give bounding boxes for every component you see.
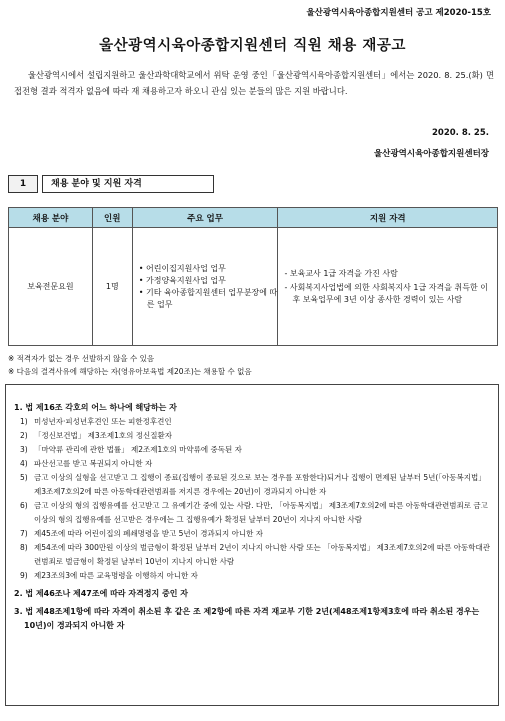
item-text: 제23조의3에 따른 교육명령을 이행하지 아니한 자 — [34, 571, 198, 580]
item-number: 7) — [20, 529, 28, 538]
note-disqualification: ※ 다음의 결격사유에 해당하는 자(영유아보육법 제20조)는 채용할 수 없음 — [8, 367, 252, 376]
list-item — [14, 541, 490, 569]
list-item — [14, 415, 490, 429]
item-number: 2) — [20, 431, 28, 440]
cell-count: 1명 — [92, 228, 132, 346]
list-item: - 보육교사 1급 자격을 가진 사람 — [284, 268, 398, 278]
item-number: 8) — [20, 543, 28, 552]
group-title: 2. 법 제46조나 제47조에 따라 자격정지 중인 자 — [14, 589, 189, 598]
list-item: • 기타 육아종합지원센터 업무분장에 따른 업무 — [138, 287, 278, 309]
cell-qualifications — [278, 228, 498, 346]
list-item — [14, 457, 490, 471]
list-item: - 사회복지사업법에 의한 사회복지사 1급 자격을 취득한 이후 보육업무에 3년 이상 종사한 경력이 있는 사람 — [284, 282, 488, 304]
table-header-row — [9, 208, 498, 228]
item-text: 「마약류 관리에 관한 법률」 제2조제1호의 마약류에 중독된 자 — [34, 445, 242, 454]
cell-duties — [132, 228, 278, 346]
list-item — [14, 569, 490, 583]
intro-paragraph: 울산광역시에서 설립지원하고 울산과학대학교에서 위탁 운영 중인「울산광역시육아종합지원센터」에서는 2020. 8. 25.(화) 면접전형 결과 적격자 없음에 따라 재 채용하고자 하오니 관심 있는 분들의 많은 지원 바랍니다. — [14, 70, 494, 96]
item-number: 9) — [20, 571, 28, 580]
item-text: 금고 이상의 형의 집행유예를 선고받고 그 유예기간 중에 있는 사람. 다만, 「아동복지법」 제3조제7호의2에 따른 아동학대관련범죄로 금고 이상의 형의 집행유예를 선고받은 경우에는 그 집행유예가 확정된 날부터 20년이 지나지 아니한 사람 — [34, 501, 488, 524]
section-number: 1 — [8, 175, 38, 193]
page-title: 울산광역시육아종합지원센터 직원 채용 재공고 — [99, 38, 406, 54]
item-number: 1) — [20, 417, 28, 426]
disqualification-items — [14, 415, 490, 583]
header-qualifications: 지원 자격 — [278, 208, 498, 228]
list-item — [14, 443, 490, 457]
document-number: 울산광역시육아종합지원센터 공고 제2020-15호 — [306, 8, 491, 18]
announcement-date: 2020. 8. 25. — [431, 128, 489, 138]
table-row — [9, 228, 498, 346]
item-text: 제45조에 따라 어린이집의 폐쇄명령을 받고 5년이 경과되지 아니한 자 — [34, 529, 264, 538]
item-number: 3) — [20, 445, 28, 454]
section-title: 채용 분야 및 지원 자격 — [42, 175, 214, 193]
list-item — [14, 499, 490, 527]
item-text: 미성년자·피성년후견인 또는 피한정후견인 — [34, 417, 172, 426]
header-field: 채용 분야 — [9, 208, 93, 228]
cell-field: 보육전문요원 — [9, 228, 93, 346]
item-number: 5) — [20, 473, 28, 482]
item-number: 6) — [20, 501, 28, 510]
item-number: 4) — [20, 459, 28, 468]
item-text: 파산선고를 받고 복권되지 아니한 자 — [34, 459, 153, 468]
list-item — [14, 471, 490, 499]
note-no-qualified: ※ 적격자가 없는 경우 선발하지 않을 수 있음 — [8, 354, 155, 363]
list-item: • 어린이집지원사업 업무 — [138, 263, 226, 273]
list-item — [14, 527, 490, 541]
recruitment-table — [8, 207, 498, 346]
item-text: 금고 이상의 실형을 선고받고 그 집행이 종료(집행이 종료된 것으로 보는 경우를 포함한다)되거나 집행이 면제된 날부터 5년(「아동복지법」 제3조제7호의2에 따른 아동학대관련범죄를 저지른 경우에는 20년)이 경과되지 아니한 자 — [34, 473, 486, 496]
qualification-list — [278, 268, 497, 306]
item-text: 「정신보건법」 제3조제1호의 정신질환자 — [34, 431, 172, 440]
organization-name: 울산광역시육아종합지원센터장 — [374, 149, 489, 159]
list-item — [14, 429, 490, 443]
duty-list — [133, 263, 278, 311]
group-title: 1. 법 제16조 각호의 어느 하나에 해당하는 자 — [14, 403, 177, 412]
group-title: 3. 법 제48조제1항에 따라 자격이 취소된 후 같은 조 제2항에 따른 자격 재교부 기한 2년(제48조제1항제3호에 따라 취소된 경우는 10년)이 경과되지 아니한 자 — [14, 607, 480, 630]
header-duties: 주요 업무 — [132, 208, 278, 228]
list-item: • 가정양육지원사업 업무 — [138, 275, 226, 285]
header-count: 인원 — [92, 208, 132, 228]
disqualification-box — [5, 384, 499, 706]
item-text: 제54조에 따라 300만원 이상의 벌금형이 확정된 날부터 2년이 지나지 아니한 사람 또는 「아동복지법」 제3조제7호의2에 따른 아동학대관련범죄로 벌금형이 확정된 날부터 10년이 지나지 아니한 사람 — [34, 543, 490, 566]
